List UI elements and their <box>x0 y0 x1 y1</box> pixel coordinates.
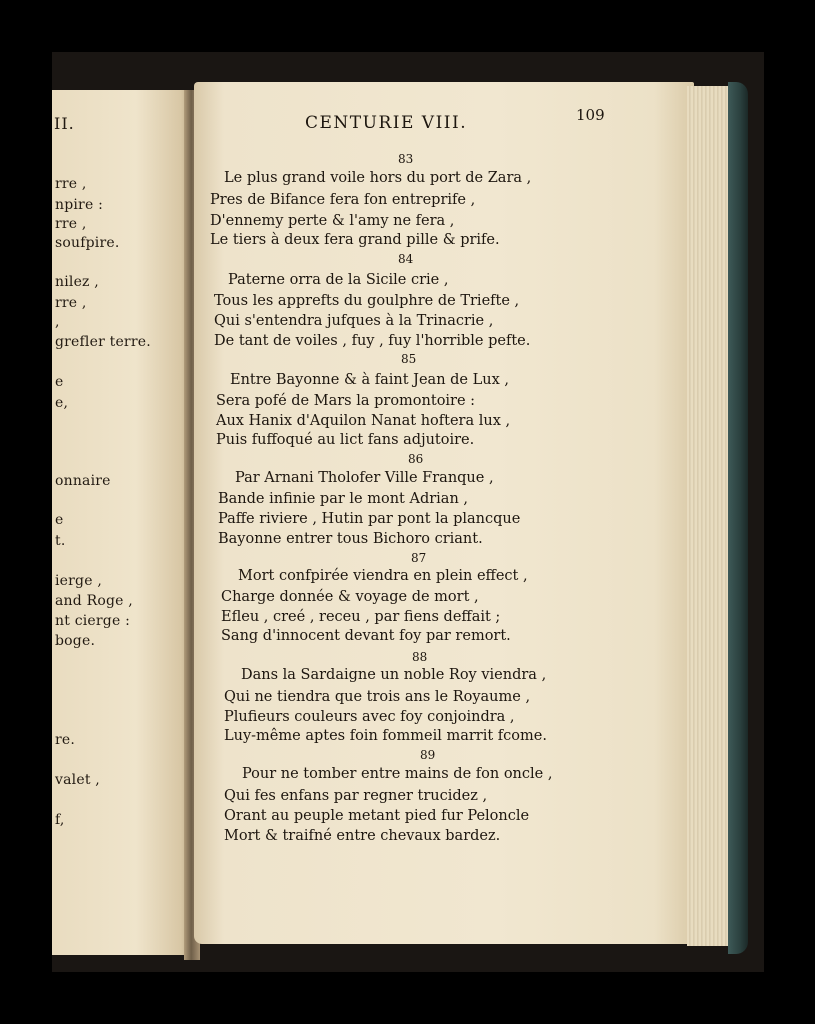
verse-line: Dans la Sardaigne un noble Roy viendra , <box>241 667 547 683</box>
left-line: , <box>55 314 60 330</box>
left-line: e <box>55 512 64 528</box>
book-cover-edge <box>728 82 748 954</box>
left-line: e, <box>55 395 69 411</box>
left-line: nilez , <box>55 274 99 290</box>
verse-line: Puis fuffoqué au lict fans adjutoire. <box>216 432 475 448</box>
left-line: rre , <box>55 295 87 311</box>
verse-line: Sang d'innocent devant foy par remort. <box>221 628 511 644</box>
left-line: grefler terre. <box>55 334 151 350</box>
left-page-header: II. <box>54 114 75 133</box>
left-line: rre , <box>55 176 87 192</box>
verse-line: Plufieurs couleurs avec foy conjoindra , <box>224 709 515 725</box>
quatrain-number: 84 <box>398 252 414 266</box>
verse-line: Qui fes enfans par regner trucidez , <box>224 788 488 804</box>
verse-line: Sera pofé de Mars la promontoire : <box>216 393 476 409</box>
page-number: 109 <box>576 106 605 124</box>
quatrain-number: 89 <box>420 748 436 762</box>
verse-line: D'ennemy perte & l'amy ne fera , <box>210 213 455 229</box>
left-line: rre , <box>55 216 87 232</box>
verse-line: Orant au peuple metant pied fur Peloncle <box>224 808 530 824</box>
verse-line: Mort confpirée viendra en plein effect , <box>238 568 528 584</box>
verse-line: Tous les apprefts du goulphre de Triefte , <box>214 293 520 309</box>
left-line: npire : <box>55 197 104 213</box>
quatrain-number: 87 <box>411 551 427 565</box>
quatrain-number: 88 <box>412 650 428 664</box>
verse-line: Luy-même aptes foin fommeil marrit fcome. <box>224 728 547 744</box>
verse-line: Bayonne entrer tous Bichoro criant. <box>218 531 483 547</box>
verse-line: Charge donnée & voyage de mort , <box>221 589 479 605</box>
verse-line: Entre Bayonne & à faint Jean de Lux , <box>230 372 509 388</box>
verse-line: Pres de Bifance fera fon entreprife , <box>210 192 476 208</box>
left-line: and Roge , <box>55 593 133 609</box>
left-line: valet , <box>55 772 100 788</box>
left-line: e <box>55 374 64 390</box>
verse-line: Bande infinie par le mont Adrian , <box>218 491 468 507</box>
verse-line: Qui ne tiendra que trois ans le Royaume , <box>224 689 531 705</box>
quatrain-number: 86 <box>408 452 424 466</box>
verse-line: Mort & traifné entre chevaux bardez. <box>224 828 501 844</box>
verse-line: Qui s'entendra jufques à la Trinacrie , <box>214 313 494 329</box>
verse-line: Le plus grand voile hors du port de Zara , <box>224 170 532 186</box>
verse-line: De tant de voiles , fuy , fuy l'horrible pefte. <box>214 333 531 349</box>
verse-line: Paterne orra de la Sicile crie , <box>228 272 449 288</box>
quatrain-number: 83 <box>398 152 414 166</box>
left-line: nt cierge : <box>55 613 131 629</box>
verse-line: Paffe riviere , Hutin par pont la plancque <box>218 511 521 527</box>
verse-line: Aux Hanix d'Aquilon Nanat hoftera lux , <box>216 413 511 429</box>
verse-line: Pour ne tomber entre mains de fon oncle , <box>242 766 553 782</box>
left-line: re. <box>55 732 76 748</box>
left-line: f, <box>55 812 65 828</box>
verse-line: Le tiers à deux fera grand pille & prife. <box>210 232 500 248</box>
left-line: boge. <box>55 633 96 649</box>
left-line: ierge , <box>55 573 103 589</box>
left-line: soufpire. <box>55 235 120 251</box>
quatrain-number: 85 <box>401 352 417 366</box>
verse-line: Efleu , creé , receu , par fiens deffait ; <box>221 609 501 625</box>
verse-line: Par Arnani Tholofer Ville Franque , <box>235 470 494 486</box>
left-line: onnaire <box>55 473 111 489</box>
page-title: CENTURIE VIII. <box>305 113 468 133</box>
left-line: t. <box>55 533 66 549</box>
